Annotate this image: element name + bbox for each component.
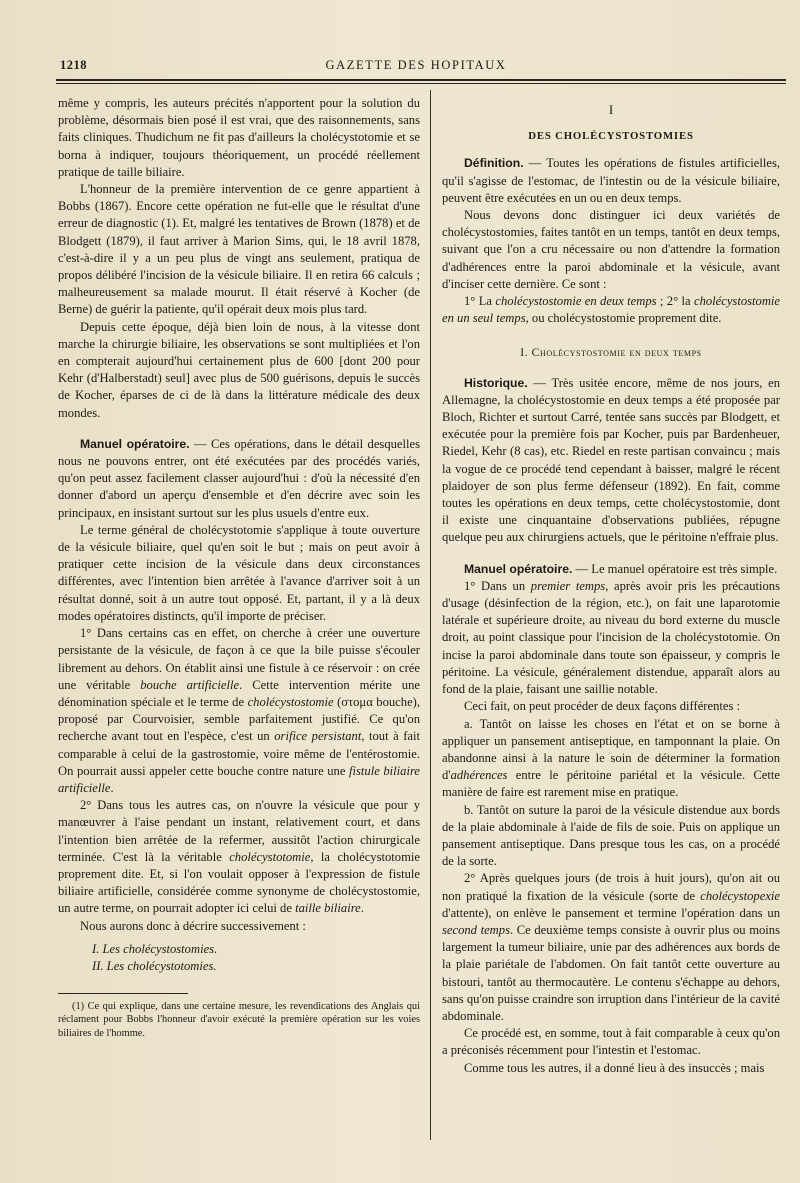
running-head — [56, 58, 776, 78]
paragraph-lead: Manuel opératoire. — [80, 436, 190, 451]
paragraph: Le terme général de cholécystotomie s'applique à toute ouverture de la vésicule biliaire, quel qu'en soit le but ; mais on peut avoir à pratiquer cette incision de la vésicule dans deux circonstances différentes, avec l'intention bien arrêtée à l'avance d'arriver soit à un résultat donné, soit à un autre tout opposé. Et, partant, il y a là deux modes opératoires distincts, qu'il importe de préciser. — [58, 522, 420, 623]
paragraph: 1° La cholécystostomie en deux temps ; 2° la cholécystostomie en un seul temps, ou cholécystostomie proprement dite. — [442, 294, 781, 326]
outline-list — [92, 941, 420, 975]
paragraph: Ceci fait, on peut procéder de deux façons différentes : — [464, 699, 741, 714]
column-divider — [430, 90, 431, 1140]
list-item: I. Les cholécystostomies. — [92, 941, 218, 956]
paragraph-manuel-operatoire: Manuel opératoire. — Ces opérations, dans le détail desquelles nous ne pouvons entrer, ont été exécutées par des procédés variés, qu'on peut assez facilement classer aujourd'hui : d'où la nécessité d'en donner d'abord un aperçu d'ensemble et d'en décrire avec soin les principaux, en insistant surtout sur les plus usuels d'entre eux. — [58, 436, 420, 520]
left-column — [58, 95, 420, 1041]
header-rule-thin — [56, 83, 786, 84]
journal-title: GAZETTE DES HOPITAUX — [325, 58, 507, 72]
paragraph: Nous aurons donc à décrire successivement : — [80, 918, 306, 933]
paragraph: même y compris, les auteurs précités n'apportent pour la solution du problème, désormais bien posé il est vrai, que des raisonnements, sans faits cliniques. Thudichum ne fit pas d'ailleurs la cholécystotomie et se borna à indiquer, toujours théoriquement, un procédé réellement pratique de taille biliaire. — [58, 96, 420, 179]
paragraph: 1° Dans certains cas en effet, on cherche à créer une ouverture persistante de la vésicule, de façon à ce que la bile puisse s'écouler librement au dehors. On établit ainsi une fistule à ce réservoir : on crée une véritable bouche artificielle. Cette intervention mérite une dénomination spéciale et le terme de cholécystostomie (στομα bouche), proposé par Courvoisier, semble parfaitement justifié. Ce qu'on recherche avant tout en l'espèce, c'est un orifice persistant, tout à fait comparable à celui de la gastrostomie, voire même de l'entérostomie. On pourrait aussi appeler cette bouche contre nature une fistule biliaire artificielle. — [58, 626, 421, 795]
paragraph: 1° Dans un premier temps, après avoir pris les précautions d'usage (désinfection de la région, etc.), on fait une laparotomie latérale et supérieure droite, au niveau du bord externe du muscle droit, au point classique pour l'incision de la cholécystotomie. On incise la paroi abdominale dans toute son épaisseur, y compris le péritoine. La vésicule, généralement distendue, apparaît alors au fond de la plaie, faisant une saillie notable. — [442, 578, 780, 697]
right-column — [442, 95, 780, 1077]
paragraph: 2° Après quelques jours (de trois à huit jours), qu'on ait ou non pratiqué la fixation de la vésicule (sorte de cholécystopexie d'attente), on enlève le pansement et termine l'opération dans un second temps. Ce deuxième temps consiste à ouvrir plus ou moins largement la tumeur biliaire, unie par des adhérences aux bords de la plaie pariétale de l'abdomen. On fait tantôt cette ouverture au bistouri, tantôt au thermocautère. Le contenu s'échappe au dehors, sans qu'on puisse craindre son irruption dans l'intérieur de la cavité abdominale. — [442, 871, 780, 1023]
paragraph-lead: Historique. — [464, 375, 528, 390]
list-item: II. Les cholécystotomies. — [92, 958, 217, 973]
section-title: DES CHOLÉCYSTOSTOMIES — [528, 130, 694, 143]
paragraph-manuel-operatoire: Manuel opératoire. — Le manuel opératoire est très simple. — [464, 561, 778, 576]
paragraph: Nous devons donc distinguer ici deux variétés de cholécystostomies, faites tantôt en un temps, tantôt en deux temps, suivant que l'on a cru nécessaire ou non d'attendre la formation d'adhérences entre la paroi abdominale et la vésicule, avant d'inciser cette dernière. Ce sont : — [442, 208, 780, 291]
paragraph: a. Tantôt on laisse les choses en l'état et on se borne à appliquer un pansement antiseptique, en tamponnant la plaie. On abandonne ainsi à la nature le soin de déterminer la formation d'adhérences entre le péritoine pariétal et la vésicule. Cette manière de faire est rarement mise en pratique. — [442, 716, 780, 800]
paragraph: L'honneur de la première intervention de ce genre appartient à Bobbs (1867). Encore cette opération ne fut-elle que le résultat d'une erreur de diagnostic (1). Et, malgré les tentatives de Brown (1878) et de Blodgett (1879), il faut arriver à Marion Sims, qui, le 18 avril 1878, c'est-à-dire il y a un peu plus de vingt ans seulement, pratiqua de propos délibéré l'incision de la vésicule biliaire. Il en retira 66 calculs ; malheureusement sa malade mourut. Il était réservé à Kocher (de Berne) de guérir la patiente, qu'il opérait deux mois plus tard. — [58, 182, 420, 317]
footnote-rule — [58, 993, 188, 994]
header-rule — [56, 79, 786, 81]
subsection-title: I. Cholécystostomie en deux temps — [520, 347, 702, 360]
paragraph: 2° Dans tous les autres cas, on n'ouvre la vésicule que pour y manœuvrer à l'aise pendant un instant, relativement court, et dans l'intention bien arrêtée de la refermer, aussitôt l'action chirurgicale terminée. C'est là la véritable cholécystotomie, la cholécystotomie proprement dite. Et, si l'on voulait opposer à l'expression de fistule biliaire artificielle, considérée comme synonyme de cholécystostomie, un autre terme, on pourrait adopter ici celui de taille biliaire. — [58, 798, 420, 916]
paragraph-definition: Définition. — Toutes les opérations de fistules artificielles, qu'il s'agisse de l'estomac, de l'intestin ou de la vésicule biliaire, peuvent être exécutées en un ou en deux temps. — [442, 156, 780, 205]
page-number: 1218 — [60, 58, 87, 72]
paragraph: Ce procédé est, en somme, tout à fait comparable à ceux qu'on a préconisés récemment pour l'intestin et l'estomac. — [442, 1026, 780, 1058]
paragraph-lead: Manuel opératoire. — [464, 561, 573, 576]
footnote: (1) Ce qui explique, dans une certaine mesure, les revendications des Anglais qui réclament pour Bobbs l'honneur d'avoir exécuté la première opération sur les voies biliaires de l'homme. — [58, 1000, 420, 1039]
paragraph: Depuis cette époque, déjà bien loin de nous, à la vitesse dont marche la chirurgie biliaire, les observations se sont multipliées et l'on en compterait aujourd'hui certainement plus de 600 [dont 200 pour Kehr (d'Halberstadt) seul] avec plus de 500 guérisons, depuis le succès de Kocher, éparses de ci de là dans la littérature médicale des deux mondes. — [58, 319, 420, 420]
paragraph-lead: Définition. — [464, 156, 524, 171]
paragraph: Comme tous les autres, il a donné lieu à des insuccès ; mais — [464, 1060, 765, 1075]
paragraph-historique: Historique. — Très usitée encore, même de nos jours, en Allemagne, la cholécystostomie en deux temps a été proposée par Bloch, Richter et surtout Carré, tentée sans succès par Blodgett, et exécutée pour la première fois par Kocher, puis par Bardenheuer, Riedel, Kehr (8 cas), etc. Riedel en reste partisan convaincu ; mais la vogue de ce procédé tend cependant à baisser, malgré le récent plaidoyer de son plus ferme défenseur (1892). En fait, comme toutes les opérations en deux temps, cette cholécystostomie, dont il existe une cinquantaine d'observations publiées, répugne quelque peu aux chirurgiens actuels, que le péritoine n'effraie plus. — [442, 375, 780, 545]
paragraph: b. Tantôt on suture la paroi de la vésicule distendue aux bords de la plaie abdominale à l'aide de fils de soie. Puis on applique un pansement antiseptique. Dans presque tous les cas, on a procédé de la sorte. — [442, 802, 780, 869]
section-number: I — [608, 102, 614, 117]
